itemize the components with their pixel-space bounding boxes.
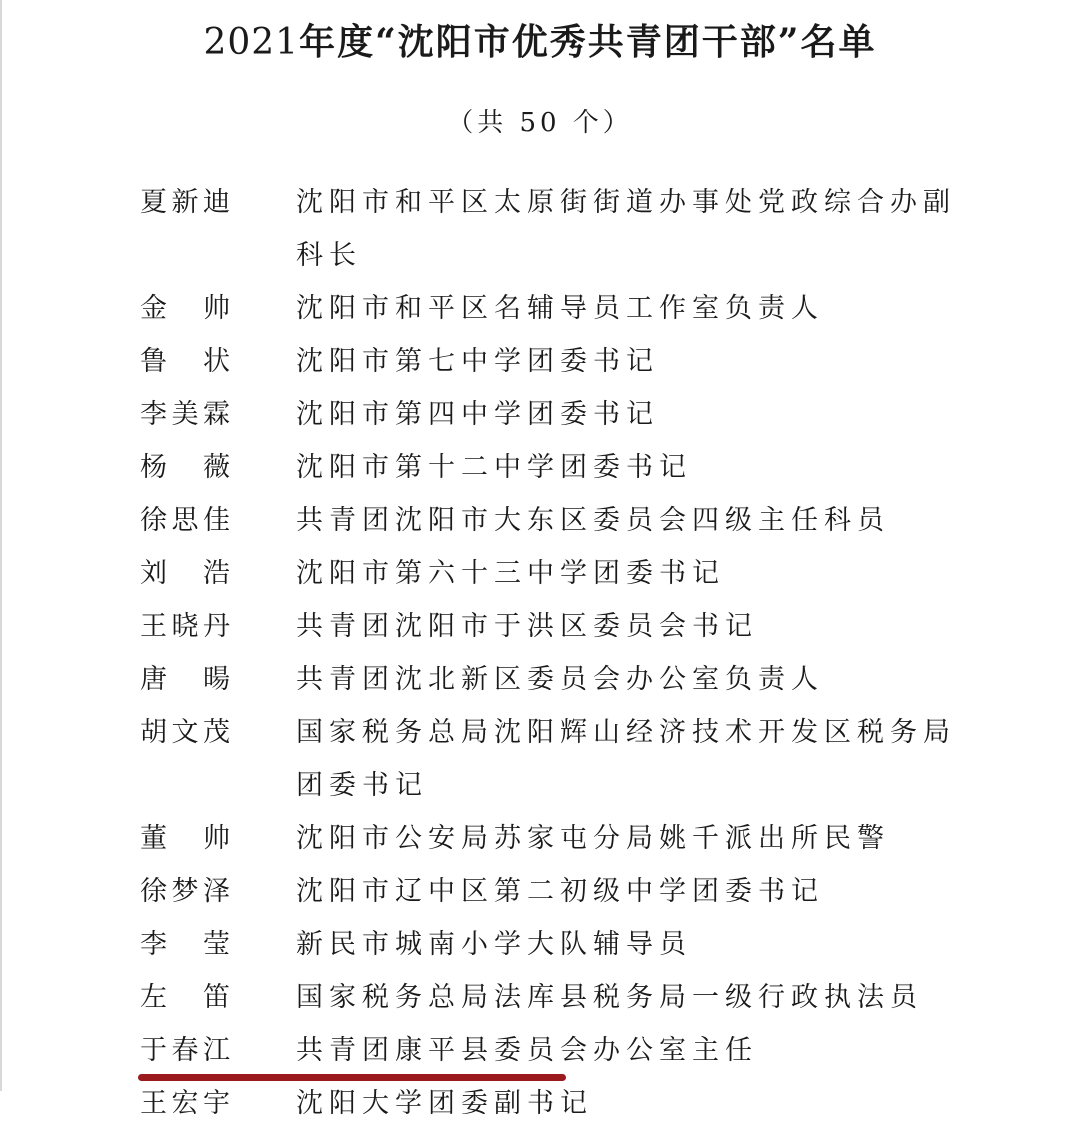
list-item (140, 388, 960, 441)
entry-role: 共青团沈北新区委员会办公室负责人 (296, 664, 824, 695)
list-item (140, 1024, 960, 1077)
entry-role: 沈阳市辽中区第二初级中学团委书记 (296, 876, 824, 907)
list-item (140, 282, 960, 335)
entry-role: 沈阳市第四中学团委书记 (296, 399, 659, 430)
entry-name: 杨 薇 (140, 452, 230, 483)
entry-role: 沈阳市第十二中学团委书记 (296, 452, 692, 483)
highlight-underline (138, 1074, 566, 1081)
list-item (140, 653, 960, 706)
entry-name: 王 晓 丹 (140, 611, 230, 642)
page-edge (0, 0, 2, 1091)
entry-role: 沈阳市和平区太原街街道办事处党政综合办副科长 (296, 187, 956, 271)
entry-name: 夏 新 迪 (140, 187, 230, 218)
list-item (140, 494, 960, 547)
entry-name: 鲁 状 (140, 346, 230, 377)
entry-role: 沈阳市公安局苏家屯分局姚千派出所民警 (296, 823, 890, 854)
list-item (140, 918, 960, 971)
entry-role: 共青团沈阳市大东区委员会四级主任科员 (296, 505, 890, 536)
list-item (140, 547, 960, 600)
entry-role: 沈阳市第七中学团委书记 (296, 346, 659, 377)
entry-name: 刘 浩 (140, 558, 230, 589)
entry-name: 王 宏 宇 (140, 1088, 230, 1119)
list-item (140, 1077, 960, 1130)
entry-name: 于 春 江 (140, 1035, 230, 1066)
entry-role: 沈阳市和平区名辅导员工作室负责人 (296, 293, 824, 324)
entry-name: 胡 文 茂 (140, 717, 230, 748)
list-item (140, 812, 960, 865)
list-item (140, 176, 960, 282)
entry-name: 李 莹 (140, 929, 230, 960)
entry-name: 唐 暘 (140, 664, 230, 695)
list-item (140, 706, 960, 812)
page-title (0, 14, 1080, 65)
list-item (140, 441, 960, 494)
entry-name: 徐 思 佳 (140, 505, 230, 536)
entry-name: 徐 梦 泽 (140, 876, 230, 907)
list-item (140, 865, 960, 918)
list-item (140, 971, 960, 1024)
entry-role: 国家税务总局法库县税务局一级行政执法员 (296, 982, 923, 1013)
entry-role: 共青团康平县委员会办公室主任 (296, 1035, 758, 1066)
list-item (140, 600, 960, 653)
entry-role: 沈阳大学团委副书记 (296, 1088, 593, 1119)
title-year: 2021 (203, 22, 300, 63)
entry-role: 新民市城南小学大队辅导员 (296, 929, 692, 960)
page-subtitle: （共 50 个） (447, 108, 633, 138)
entry-role: 国家税务总局沈阳辉山经济技术开发区税务局团委书记 (296, 717, 956, 801)
list-item (140, 335, 960, 388)
honoree-list (140, 176, 960, 1130)
entry-name: 金 帅 (140, 293, 230, 324)
entry-role: 共青团沈阳市于洪区委员会书记 (296, 611, 758, 642)
entry-name: 左 笛 (140, 982, 230, 1013)
entry-role: 沈阳市第六十三中学团委书记 (296, 558, 725, 589)
entry-name: 董 帅 (140, 823, 230, 854)
title-text: 年度“沈阳市优秀共青团干部”名单 (299, 21, 877, 63)
entry-name: 李 美 霖 (140, 399, 230, 430)
